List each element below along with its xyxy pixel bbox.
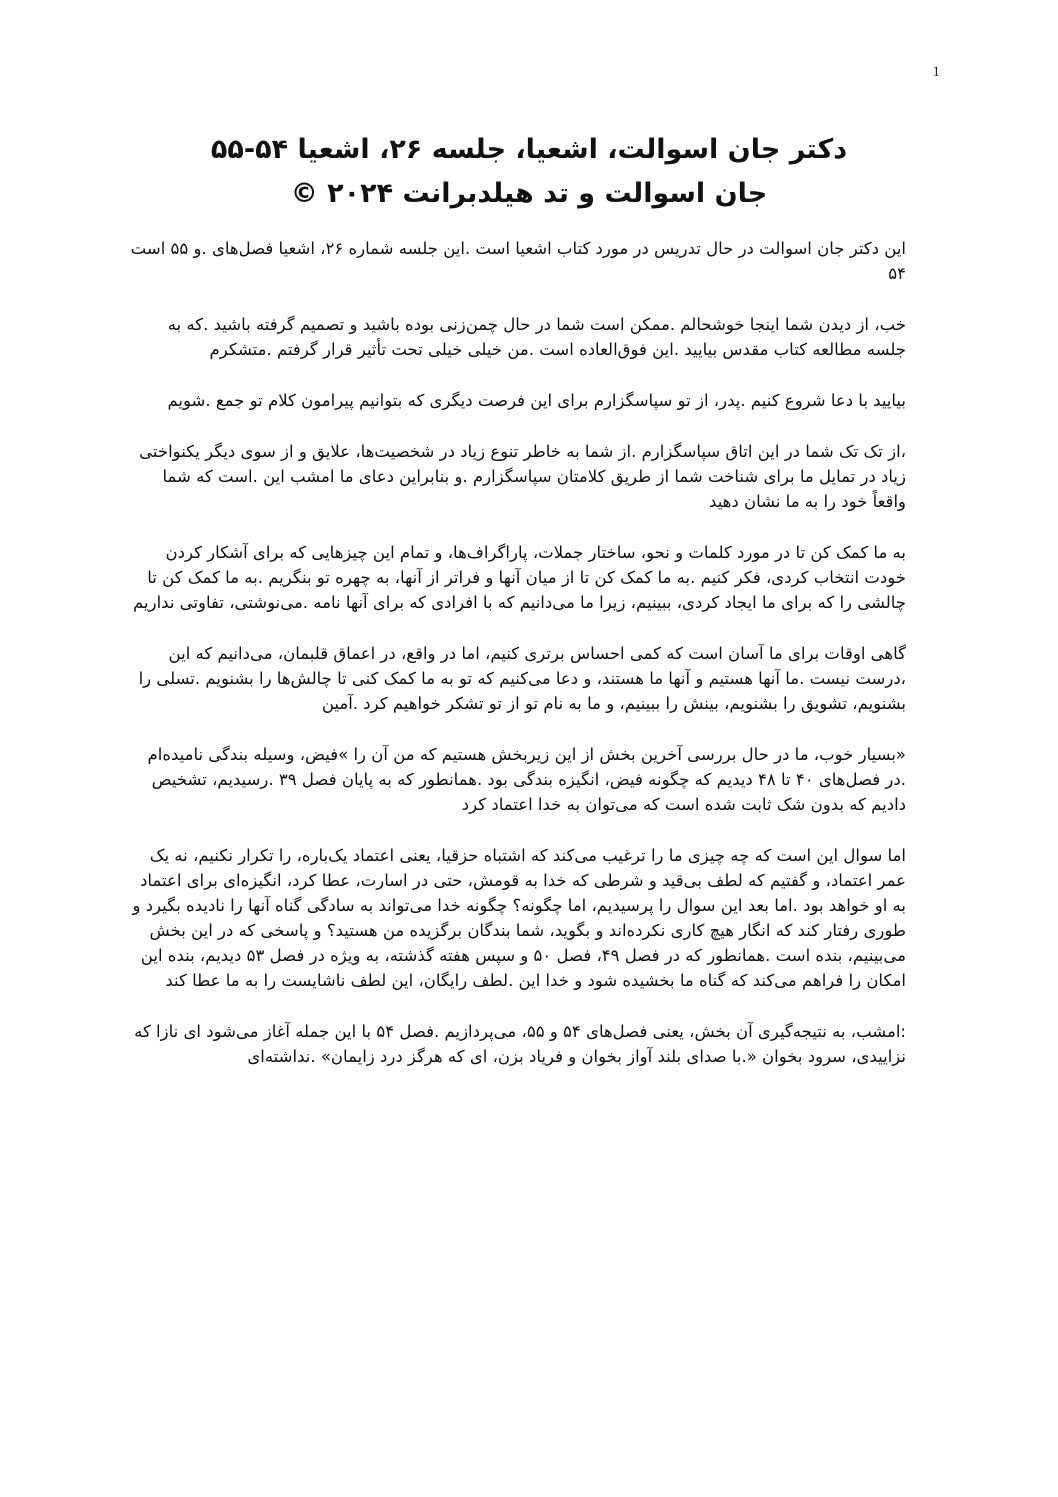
paragraph-question: اما سوال این است که چه چیزی ما را ترغیب می‌کند که اشتباه حزقیا، یعنی اعتماد یک‌باره، را تکرار نکنیم، نه یک عمر اعتماد، و گفتیم که لطف بی‌قید و شرطی که خدا به قومش، حتی در اسارت، عطا کرد، انگیزه‌ای برای اعتماد به او خواهد بود .اما بعد این سوال را پرسیدیم، اما چگونه؟ چگونه خدا می‌تواند به سادگی گناه آنها را نادیده بگیرد و طوری رفتار کند که انگار هیچ کاری نکرده‌اند و بگوید، شما بندگان برگزیده من هستید؟ و پاسخی که در این بخش می‌بینیم، بنده است .همانطور که در فصل ۴۹، فصل ۵۰ و سپس هفته گذشته، به ویژه در فصل ۵۳ دیدیم، بنده این امکان را فراهم می‌کند که گناه ما بخشیده شود و خدا این .لطف رایگان، این لطف ناشایست را به ما عطا کند <box>132 846 906 990</box>
paragraph-prayer-thanks: ،از تک تک شما در این اتاق سپاسگزارم .از شما به خاطر تنوع زیاد در شخصیت‌ها، علایق و از سوی دیگر یکنواختی زیاد در تمایل ما برای شناخت شما از طریق کلامتان سپاسگزارم .و بنابراین دعای ما امشب این .است که شما واقعاً خود را به ما نشان دهید <box>139 442 906 511</box>
paragraph-prayer-help: به ما کمک کن تا در مورد کلمات و نحو، ساختار جملات، پاراگراف‌ها، و تمام این چیزهایی که برای آشکار کردن خودت انتخاب کردی، فکر کنیم .به ما کمک کن تا از میان آنها و فراتر از آنها، به چهره تو بنگریم .به ما کمک کن تا چالشی را که برای ما ایجاد کردی، ببینیم، زیرا ما می‌دانیم که با افرادی که برای آنها نامه .می‌نوشتی، تفاوتی نداریم <box>133 543 906 612</box>
title-line-1: دکتر جان اسوالت، اشعیا، جلسه ۲۶، اشعیا ۵۴-۵۵ <box>210 134 848 165</box>
document-body <box>128 236 906 1095</box>
title-line-2: جان اسوالت و تد هیلدبرانت ۲۰۲۴ © <box>290 178 768 209</box>
paragraph-intro: این دکتر جان اسوالت در حال تدریس در مورد کتاب اشعیا است .این جلسه شماره ۲۶، اشعیا فصل‌های .و ۵۵ است ۵۴ <box>130 239 906 283</box>
paragraph-prayer-closing: گاهی اوقات برای ما آسان است که کمی احساس برتری کنیم، اما در واقع، در اعماق قلبمان، می‌دانیم که این ،درست نیست .ما آنها هستیم و آنها ما هستند، و دعا می‌کنیم که تو به ما کمک کنی تا چالش‌ها را بشنویم .تسلی را بشنویم، تشویق را بشنویم، بینش را ببینیم، و ما به نام تو از تو تشکر خواهیم کرد .آمین <box>138 644 906 713</box>
paragraph-prayer-opening: بیایید با دعا شروع کنیم .پدر، از تو سپاسگزارم برای این فرصت دیگری که بتوانیم پیرامون کلام تو جمع .شویم <box>167 391 906 410</box>
paragraph-tonight: :امشب، به نتیجه‌گیری آن بخش، یعنی فصل‌های ۵۴ و ۵۵، می‌پردازیم .فصل ۵۴ با این جمله آغاز می‌شود ای نازا که نزاییدی، سرود بخوان «.با صدای بلند آواز بخوان و فریاد بزن، ای که هرگز درد زایمان» .نداشته‌ای <box>134 1022 906 1066</box>
paragraph-section-review: «بسیار خوب، ما در حال بررسی آخرین بخش از این زیربخش هستیم که من آن را »فیض، وسیله بندگی نامیده‌ام .در فصل‌های ۴۰ تا ۴۸ دیدیم که چگونه فیض، انگیزه بندگی بود .همانطور که به پایان فصل ۳۹ .رسیدیم، تشخیص دادیم که بدون شک ثابت شده است که می‌توان به خدا اعتماد کرد <box>147 745 906 814</box>
document-title <box>0 128 1058 216</box>
page-number: 1 <box>932 64 940 80</box>
paragraph-greeting: خب، از دیدن شما اینجا خوشحالم .ممکن است شما در حال چمن‌زنی بوده باشید و تصمیم گرفته باشید .که به جلسه مطالعه کتاب مقدس بیایید .این فوق‌العاده است .من خیلی خیلی تحت تأثیر قرار گرفتم .متشکرم <box>167 315 906 359</box>
